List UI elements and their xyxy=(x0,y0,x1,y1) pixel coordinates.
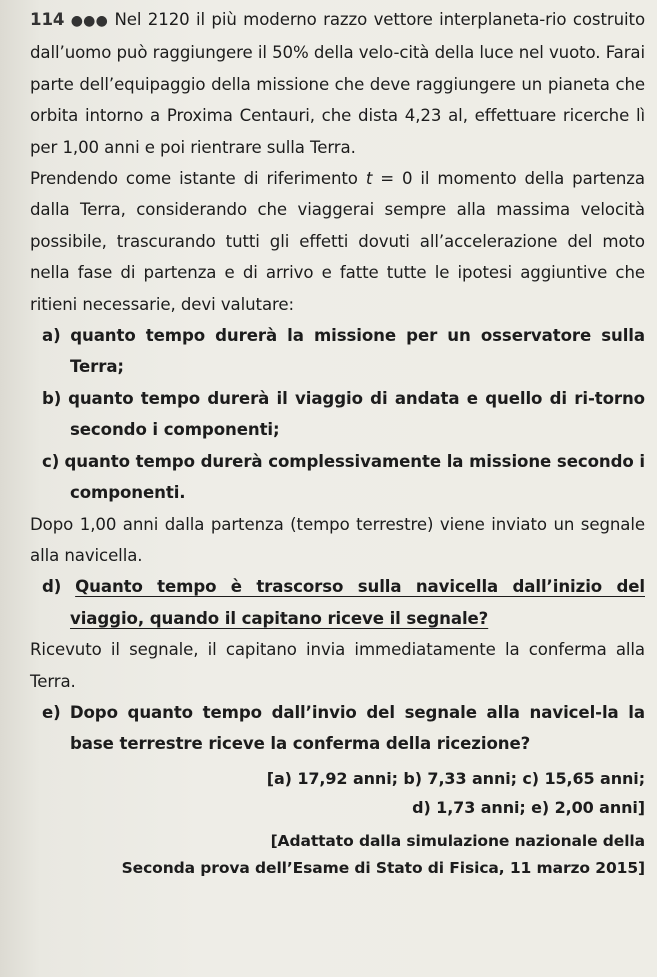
question-a: a) quanto tempo durerà la missione per un osservatore sulla Terra; xyxy=(42,326,645,377)
source-citation xyxy=(30,828,645,882)
question-b: b) quanto tempo durerà il viaggio di andata e quello di ri-torno secondo i componenti; xyxy=(42,388,645,440)
reference-paragraph: Prendendo come istante di riferimento t = 0 il momento della partenza dalla Terra, considerando che viaggerai sempre alla massima velocità possibile, trascurando tutti gli effetti dovuti all’accelerazione del moto nella fase di partenza e di arrivo e fatte tutte le ipotesi aggiuntive che ritieni necessarie, devi valutare: xyxy=(30,169,645,314)
answers xyxy=(30,764,645,822)
answers-line-2: d) 1,73 anni; e) 2,00 anni] xyxy=(412,797,645,817)
source-line-2: Seconda prova dell’Esame di Stato di Fisica, 11 marzo 2015] xyxy=(121,858,645,877)
question-d: d) Quanto tempo è trascorso sulla navicella dall’inizio del viaggio, quando il capitano riceve il segnale? xyxy=(42,577,645,628)
source-line-1: [Adattato dalla simulazione nazionale della xyxy=(270,831,645,850)
answers-line-1: [a) 17,92 anni; b) 7,33 anni; c) 15,65 anni; xyxy=(266,768,645,788)
intro-text: Nel 2120 il più moderno razzo vettore interplaneta-rio costruito dall’uomo può raggiungere il 50% della velo-cità della luce nel vuoto. Farai parte dell’equipaggio della missione che deve raggiungere un pianeta che orbita intorno a Proxima Centauri, che dista 4,23 al, effettuare ricerche lì per 1,00 anni e poi rientrare sulla Terra. xyxy=(30,10,645,157)
exercise-text xyxy=(30,4,645,882)
difficulty-dots: ●●● xyxy=(70,13,109,29)
exercise-intro xyxy=(30,4,645,163)
question-c: c) quanto tempo durerà complessivamente la missione secondo i componenti. xyxy=(42,451,645,503)
time-variable: t xyxy=(365,169,373,189)
exercise-number: 114 xyxy=(30,10,65,29)
question-e: e) Dopo quanto tempo dall’invio del segnale alla navicel-la la base terrestre riceve la conferma della ricezione? xyxy=(42,702,645,754)
signal-paragraph: Dopo 1,00 anni dalla partenza (tempo terrestre) viene inviato un segnale alla navicella. xyxy=(30,514,645,565)
confirm-paragraph: Ricevuto il segnale, il capitano invia immediatamente la conferma alla Terra. xyxy=(30,640,645,691)
